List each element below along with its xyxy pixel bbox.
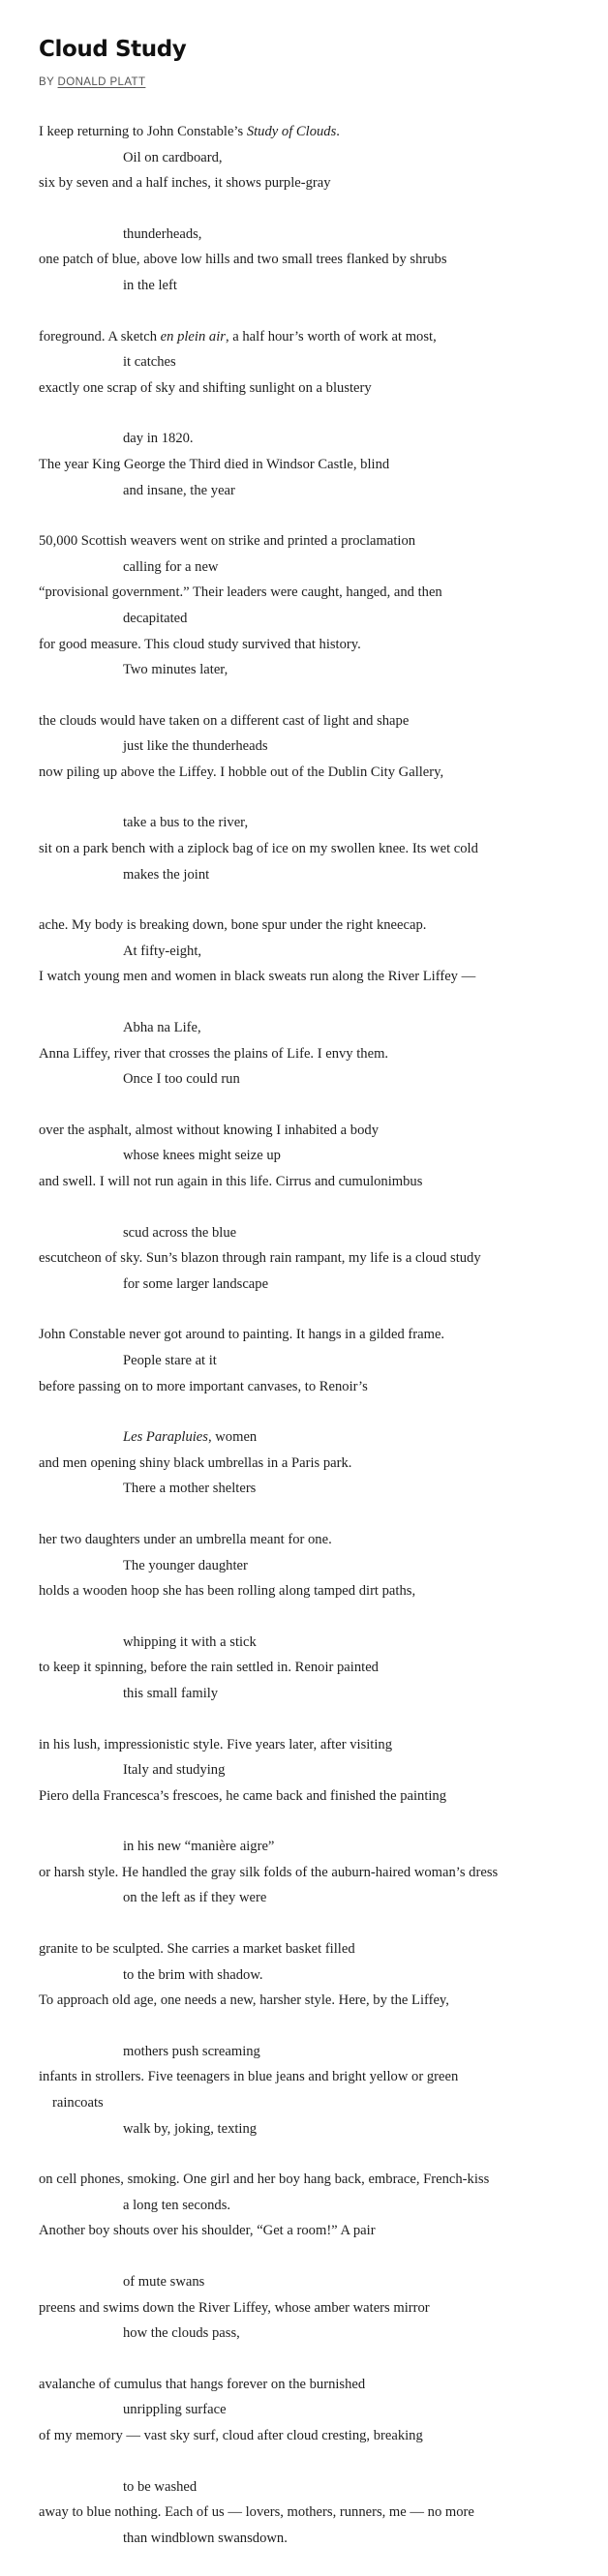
poem-line: to keep it spinning, before the rain settled in. Renoir painted	[39, 1660, 379, 1676]
stanza	[39, 528, 591, 683]
poem-line: I keep returning to John Constable’s Study of Clouds.	[39, 124, 340, 139]
author-link[interactable]: DONALD PLATT	[57, 76, 146, 88]
poem-line: of mute swans	[123, 2274, 205, 2290]
poem-line: and insane, the year	[123, 482, 235, 498]
poem-line: in his new “manière aigre”	[123, 1839, 275, 1855]
poem-line: her two daughters under an umbrella meant for one.	[39, 1531, 332, 1547]
poem-line: now piling up above the Liffey. I hobble out of the Dublin City Gallery,	[39, 764, 444, 780]
poem-line: People stare at it	[123, 1352, 217, 1368]
poem-line: it catches	[123, 354, 176, 371]
poem-line: calling for a new	[123, 558, 219, 575]
poem-line: makes the joint	[123, 866, 210, 883]
poem-line: on cell phones, smoking. One girl and her boy hang back, embrace, French-kiss	[39, 2172, 490, 2188]
poem-line: I watch young men and women in black sweats run along the River Liffey —	[39, 969, 476, 985]
stanza	[39, 2474, 591, 2552]
poem-line: just like the thunderheads	[123, 738, 268, 755]
poem-line: of my memory — vast sky surf, cloud after cloud cresting, breaking	[39, 2427, 423, 2443]
poem-line: and men opening shiny black umbrellas in a Paris park.	[39, 1454, 352, 1471]
poem-line: exactly one scrap of sky and shifting sunlight on a blustery	[39, 379, 372, 396]
stanza	[39, 1118, 591, 1195]
poem-line: Oil on cardboard,	[123, 149, 223, 165]
byline	[39, 76, 145, 88]
stanza	[39, 810, 591, 887]
poem-line: scud across the blue	[123, 1224, 237, 1241]
poem-title: Cloud Study	[39, 37, 187, 62]
poem-line: Another boy shouts over his shoulder, “Get a room!” A pair	[39, 2223, 376, 2239]
stanza	[39, 1834, 591, 1911]
poem-body	[39, 119, 591, 2576]
stanza	[39, 2269, 591, 2347]
poem-line: avalanche of cumulus that hangs forever on the burnished	[39, 2376, 366, 2392]
byline-prefix: BY	[39, 76, 54, 88]
poem-line: in the left	[123, 277, 177, 293]
stanza	[39, 119, 591, 196]
stanza	[39, 2039, 591, 2142]
poem-line: “provisional government.” Their leaders were caught, hanged, and then	[39, 584, 442, 601]
poem-line: over the asphalt, almost without knowing I inhabited a body	[39, 1122, 379, 1138]
stanza	[39, 1015, 591, 1093]
poem-line: mothers push screaming	[123, 2043, 260, 2059]
poem-line: Once I too could run	[123, 1071, 240, 1088]
poem-line: ache. My body is breaking down, bone spur under the right kneecap.	[39, 917, 427, 934]
stanza	[39, 1220, 591, 1298]
poem-line: for good measure. This cloud study survived that history.	[39, 636, 361, 652]
stanza	[39, 1732, 591, 1810]
stanza	[39, 913, 591, 990]
stanza	[39, 1936, 591, 2014]
poem-line: for some larger landscape	[123, 1275, 269, 1292]
stanza	[39, 1322, 591, 1399]
poem-line: walk by, joking, texting	[123, 2120, 258, 2137]
poem-line: To approach old age, one needs a new, harsher style. Here, by the Liffey,	[39, 1992, 449, 2009]
poem-line: take a bus to the river,	[123, 815, 249, 831]
poem-line: and swell. I will not run again in this life. Cirrus and cumulonimbus	[39, 1174, 423, 1189]
poem-line: or harsh style. He handled the gray silk folds of the auburn-haired woman’s dress	[39, 1864, 499, 1880]
stanza	[39, 1424, 591, 1502]
poem-line: 50,000 Scottish weavers went on strike and printed a proclamation	[39, 533, 416, 550]
poem-line: The younger daughter	[123, 1557, 248, 1573]
poem-line: this small family	[123, 1685, 219, 1701]
stanza	[39, 1527, 591, 1604]
stanza	[39, 324, 591, 402]
poem-line: raincoats	[52, 2095, 104, 2112]
poem-line: how the clouds pass,	[123, 2325, 240, 2342]
poem-line: The year King George the Third died in Windsor Castle, blind	[39, 456, 390, 472]
poem-line: Piero della Francesca’s frescoes, he came back and finished the painting	[39, 1787, 447, 1804]
poem-line: escutcheon of sky. Sun’s blazon through rain rampant, my life is a cloud study	[39, 1250, 481, 1267]
poem-line: holds a wooden hoop she has been rolling along tamped dirt paths,	[39, 1583, 416, 1600]
stanza	[39, 2167, 591, 2244]
poem-line: thunderheads,	[123, 225, 202, 242]
poem-line: decapitated	[123, 610, 188, 626]
poem-line: foreground. A sketch en plein air, a half hour’s worth of work at most,	[39, 328, 437, 344]
poem-line: away to blue nothing. Each of us — lovers, mothers, runners, me — no more	[39, 2504, 474, 2521]
poem-line: the clouds would have taken on a different cast of light and shape	[39, 712, 410, 729]
poem-line: unrippling surface	[123, 2402, 227, 2418]
poem-line: to be washed	[123, 2478, 198, 2495]
poem-line: to the brim with shadow.	[123, 1966, 263, 1983]
poem-line: John Constable never got around to painting. It hangs in a gilded frame.	[39, 1327, 445, 1343]
poem-line: At fifty-eight,	[123, 943, 202, 959]
poem-line: Anna Liffey, river that crosses the plains of Life. I envy them.	[39, 1045, 389, 1062]
poem-line: whose knees might seize up	[123, 1148, 281, 1164]
poem-line: granite to be sculpted. She carries a market basket filled	[39, 1941, 355, 1958]
stanza	[39, 2372, 591, 2449]
poem-line: infants in strollers. Five teenagers in blue jeans and bright yellow or green	[39, 2069, 459, 2085]
poem-line: Abha na Life,	[123, 1020, 201, 1036]
poem-line: before passing on to more important canvases, to Renoir’s	[39, 1378, 368, 1394]
poem-line: than windblown swansdown.	[123, 2530, 288, 2546]
poem-line: There a mother shelters	[123, 1481, 257, 1497]
stanza	[39, 708, 591, 786]
poem-line: Two minutes later,	[123, 662, 228, 678]
stanza	[39, 1630, 591, 1707]
poem-line: preens and swims down the River Liffey, whose amber waters mirror	[39, 2299, 430, 2316]
poem-line: one patch of blue, above low hills and two small trees flanked by shrubs	[39, 252, 447, 268]
poem-line: sit on a park bench with a ziplock bag of ice on my swollen knee. Its wet cold	[39, 841, 478, 857]
poem-line: day in 1820.	[123, 431, 194, 447]
poem-line: a long ten seconds.	[123, 2197, 231, 2213]
poem-line: on the left as if they were	[123, 1890, 267, 1906]
poem-line: six by seven and a half inches, it shows purple-gray	[39, 175, 331, 192]
poem-line: Italy and studying	[123, 1762, 226, 1779]
poem-line: whipping it with a stick	[123, 1633, 257, 1650]
stanza	[39, 222, 591, 299]
stanza	[39, 426, 591, 503]
poem-line: in his lush, impressionistic style. Five years later, after visiting	[39, 1736, 393, 1752]
poem-line: Les Parapluies, women	[123, 1429, 258, 1446]
